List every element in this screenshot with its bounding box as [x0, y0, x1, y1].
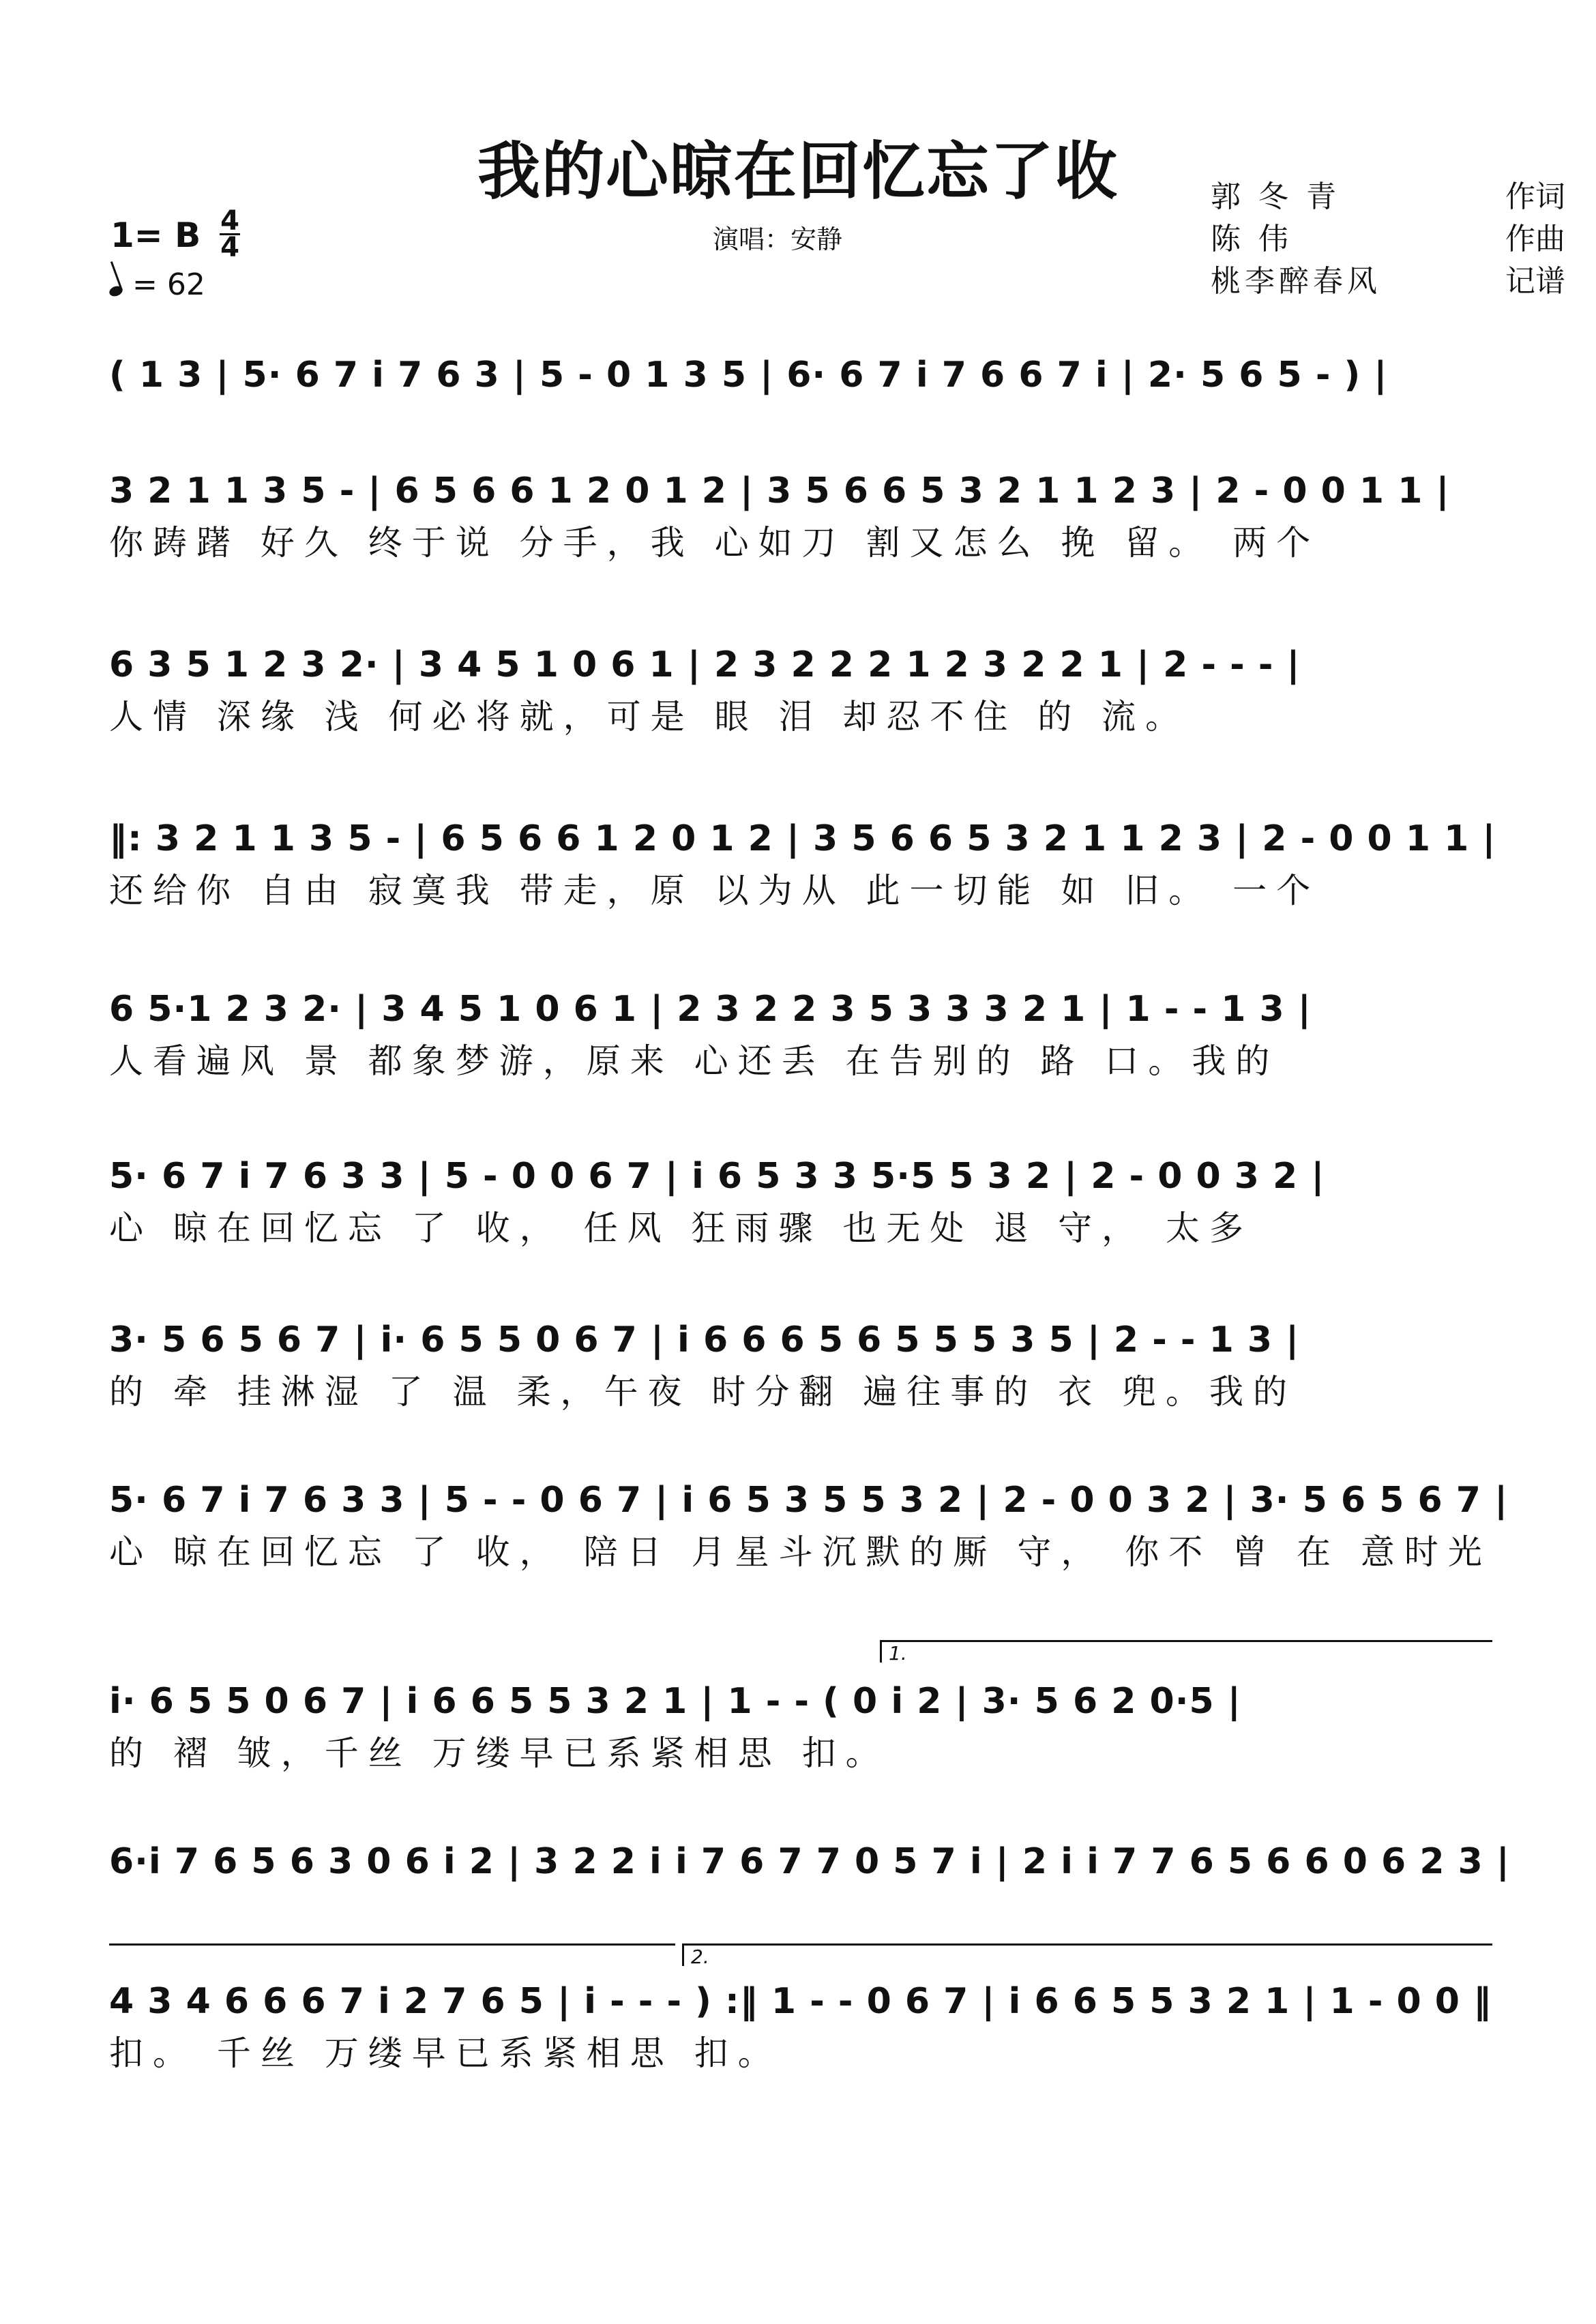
lyric-line [109, 1889, 1487, 1938]
lyric-line: 扣。 千丝 万缕早已系紧相思 扣。 [109, 2034, 782, 2073]
notation-line: i· 6 5 5 0 6 7 | i 6 6 5 5 3 2 1 | 1 - - ( 0 i 2 | 3· 5 6 2 0·5 | [109, 1681, 1241, 1722]
notation-line: 5· 6 7 i 7 6 3 3 | 5 - 0 0 6 7 | i 6 5 3 3 5·5 5 3 2 | 2 - 0 0 3 2 | [109, 1156, 1325, 1197]
meter-bottom: 4 [220, 232, 239, 263]
score-system [109, 1149, 1487, 1253]
score-system [109, 982, 1487, 1086]
lyric-line: 心 晾在回忆忘 了 收， 任风 狂雨骤 也无处 退 守， 太多 [109, 1208, 1254, 1248]
credits-block [1211, 176, 1565, 303]
lyric-line: 你踌躇 好久 终于说 分手，我 心如刀 割又怎么 挽 留。 两个 [109, 523, 1320, 563]
score-system [109, 638, 1487, 741]
notation-line: 4 3 4 6 6 6 7 i 2 7 6 5 | i - - - ) :‖ 1 - - 0 6 7 | i 6 6 5 5 3 2 1 | 1 - 0 0 ‖ [109, 1981, 1492, 2022]
score-system [109, 811, 1496, 915]
lyric-line: 心 晾在回忆忘 了 收， 陪日 月星斗沉默的厮 守， 你不 曾 在 意时光 [109, 1532, 1492, 1572]
credit-role: 作词 [1505, 179, 1565, 214]
credit-role: 作曲 [1505, 222, 1565, 256]
notation-line: 6·i 7 6 5 6 3 0 6 i 2 | 3 2 2 i i 7 6 7 7 0 5 7 i | 2 i i 7 7 6 5 6 6 0 6 2 3 | [109, 1841, 1510, 1882]
volta-label: 2. [691, 1946, 709, 1968]
notation-line: ‖: 3 2 1 1 3 5 - | 6 5 6 6 1 2 0 1 2 | 3 5 6 6 5 3 2 1 1 2 3 | 2 - 0 0 1 1 | [109, 818, 1496, 859]
song-title: 我的心晾在回忆忘了收 [477, 135, 1119, 208]
score-system [109, 1473, 1509, 1577]
composer-credit [1211, 218, 1565, 260]
notation-line: 6 3 5 1 2 3 2· | 3 4 5 1 0 6 1 | 2 3 2 2 2 1 2 3 2 2 1 | 2 - - - | [109, 644, 1301, 685]
singer-credit: 演唱：安静 [713, 224, 843, 254]
lyric-line: 人情 深缘 浅 何必将就，可是 眼 泪 却忍不住 的 流。 [109, 697, 1189, 736]
lyric-line [109, 402, 1487, 451]
score-system [109, 1674, 1487, 1778]
notation-line: 6 5·1 2 3 2· | 3 4 5 1 0 6 1 | 2 3 2 2 3 5 3 3 3 2 1 | 1 - - 1 3 | [109, 989, 1312, 1030]
score-system [109, 1313, 1487, 1416]
lyric-line: 的 褶 皱，千丝 万缕早已系紧相思 扣。 [109, 1733, 889, 1773]
credit-name: 陈 伟 [1211, 222, 1292, 256]
lyric-line: 还给你 自由 寂寞我 带走，原 以为从 此一切能 如 旧。 一个 [109, 871, 1320, 910]
score-system [109, 464, 1487, 567]
transcriber-credit [1211, 260, 1565, 303]
notation-line: 5· 6 7 i 7 6 3 3 | 5 - - 0 6 7 | i 6 5 3 5 5 3 2 | 2 - 0 0 3 2 | 3· 5 6 5 6 7 | [109, 1480, 1509, 1521]
tempo-marking [109, 267, 205, 302]
second-ending-bracket [682, 1943, 1492, 1966]
credit-role: 记谱 [1505, 264, 1565, 299]
key-signature: 1= B [110, 215, 201, 255]
lyricist-credit [1211, 176, 1565, 218]
tempo-value: = 62 [132, 267, 205, 302]
score-system [109, 1834, 1510, 1938]
volta-label: 1. [889, 1642, 907, 1665]
first-ending-continuation [109, 1943, 675, 1946]
notation-line: 3· 5 6 5 6 7 | i· 6 5 5 0 6 7 | i 6 6 6 5 6 5 5 5 3 5 | 2 - - 1 3 | [109, 1320, 1300, 1360]
score-system [109, 348, 1487, 451]
lyric-line: 人看遍风 景 都象梦游，原来 心还丢 在告别的 路 口。我的 [109, 1041, 1280, 1081]
meter-top: 4 [220, 205, 239, 237]
quarter-note-icon [108, 284, 124, 298]
time-signature [220, 205, 240, 263]
notation-line: 3 2 1 1 3 5 - | 6 5 6 6 1 2 0 1 2 | 3 5 6 6 5 3 2 1 1 2 3 | 2 - 0 0 1 1 | [109, 471, 1450, 511]
score-system [109, 1974, 1492, 2078]
lyric-line: 的 牵 挂淋湿 了 温 柔，午夜 时分翻 遍往事的 衣 兜。我的 [109, 1372, 1297, 1412]
notation-line: ( 1 3 | 5· 6 7 i 7 6 3 | 5 - 0 1 3 5 | 6· 6 7 i 7 6 6 7 i | 2· 5 6 5 - ) | [109, 355, 1388, 396]
credit-name: 郭 冬 青 [1211, 179, 1340, 214]
credit-name: 桃李醉春风 [1211, 264, 1381, 299]
first-ending-bracket [880, 1640, 1492, 1663]
